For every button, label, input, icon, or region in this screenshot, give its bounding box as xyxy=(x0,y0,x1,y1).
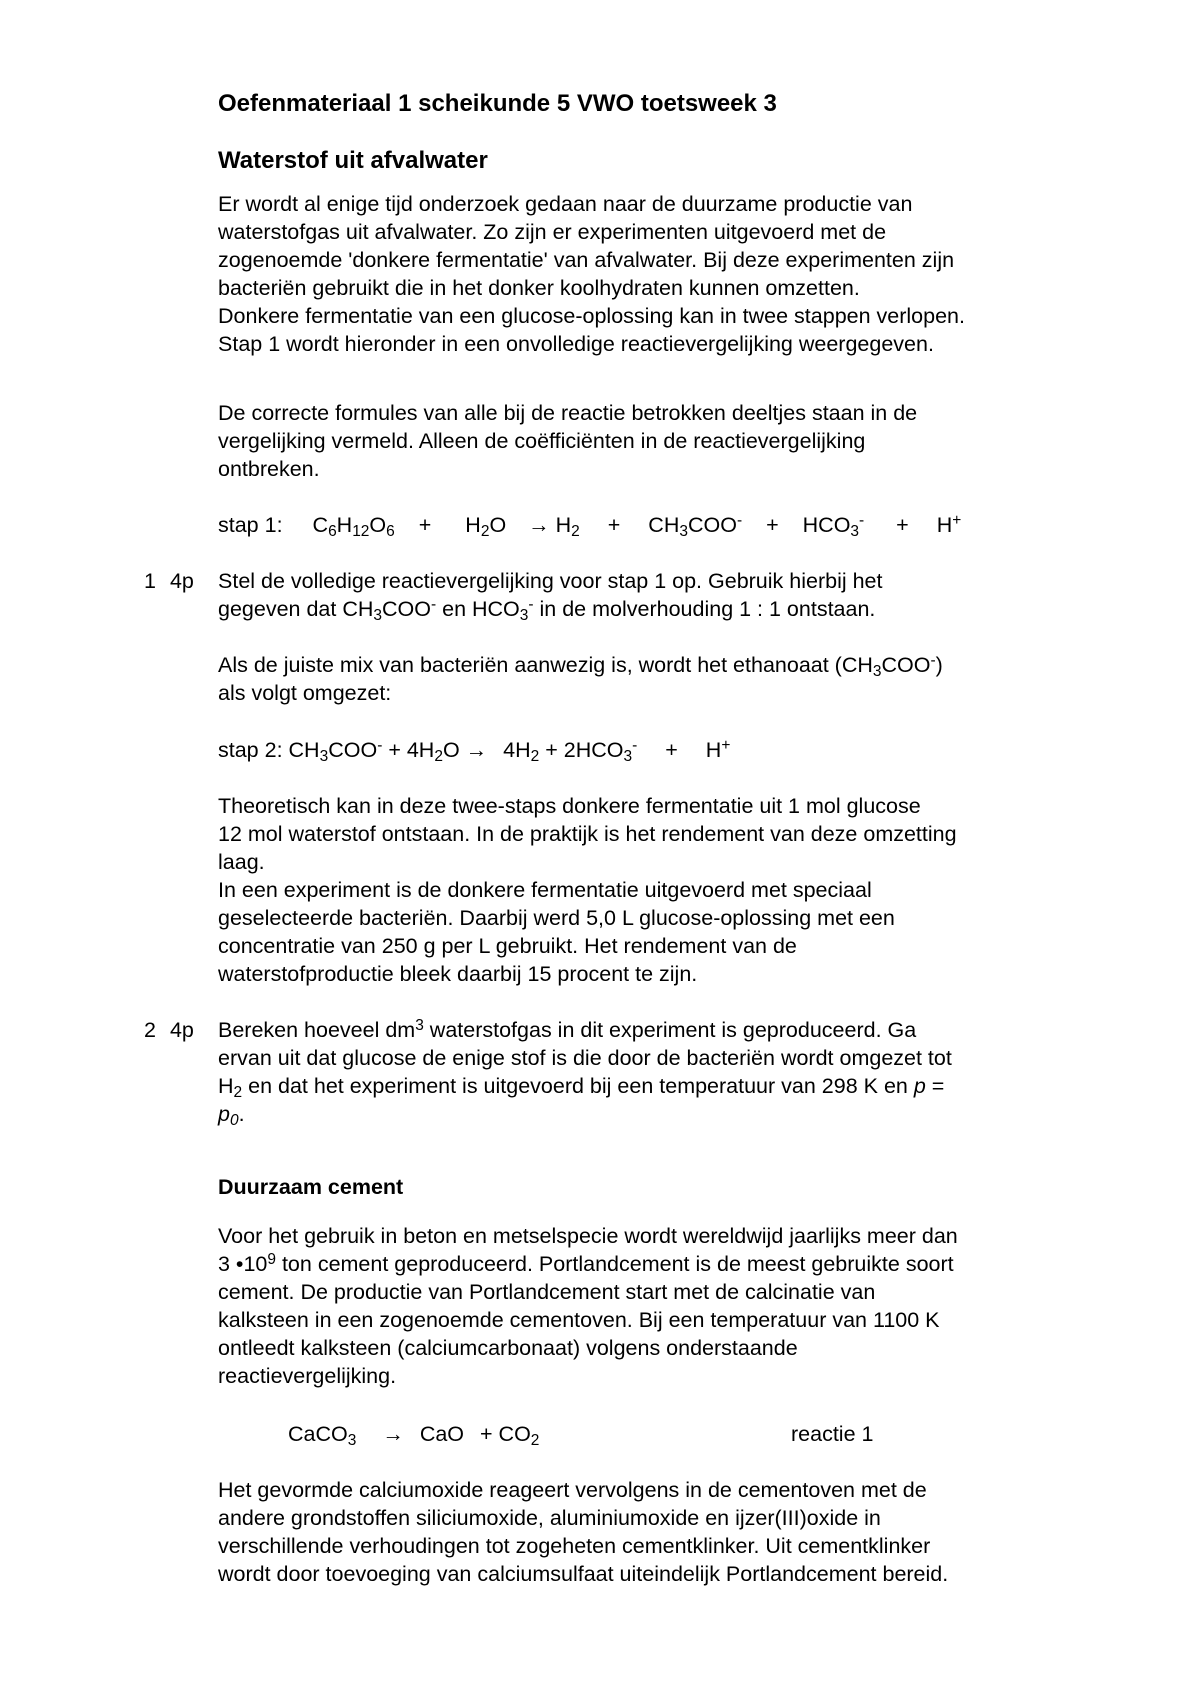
document-title: Oefenmateriaal 1 scheikunde 5 VWO toetsweek 3 xyxy=(218,90,777,117)
text-line: $p_0$. xyxy=(218,1102,245,1129)
text-line: concentratie van 250 g per L gebruikt. Het rendement van de xyxy=(218,934,797,958)
text-line: Voor het gebruik in beton en metselspecie wordt wereldwijd jaarlijks meer dan xyxy=(218,1224,958,1248)
text-line: ervan uit dat glucose de enige stof is die door de bacteriën wordt omgezet tot xyxy=(218,1046,952,1070)
question-points: 4p xyxy=(169,569,194,593)
text-line: Er wordt al enige tijd onderzoek gedaan naar de duurzame productie van xyxy=(218,192,913,216)
text-line: Donkere fermentatie van een glucose-oplossing kan in twee stappen verlopen. xyxy=(218,304,965,328)
text-line: De correcte formules van alle bij de reactie betrokken deeltjes staan in de xyxy=(218,401,918,425)
paragraph-formulas xyxy=(218,399,1118,483)
text-line: $H_2$ en dat het experiment is uitgevoerd bij een temperatuur van 298 K en p = xyxy=(218,1074,945,1101)
equation-label: stap 2: xyxy=(218,738,283,762)
paragraph-ethanoaat xyxy=(218,651,1118,707)
text-line: bacteriën gebruikt die in het donker koolhydraten kunnen omzetten. xyxy=(218,276,860,300)
text-line: reactievergelijking. xyxy=(218,1364,397,1388)
text-line: Stel de volledige reactievergelijking voor stap 1 op. Gebruik hierbij het xyxy=(218,569,883,593)
question-1-marker xyxy=(144,567,214,595)
text-line: geselecteerde bacteriën. Daarbij werd 5,0 L glucose-oplossing met een xyxy=(218,906,895,930)
text-line: laag. xyxy=(218,850,265,874)
text-line: Stap 1 wordt hieronder in een onvolledige reactievergelijking weergegeven. xyxy=(218,332,934,356)
question-1-text xyxy=(218,567,1118,623)
text-line: Bereken hoeveel $dm^3$ waterstofgas in dit experiment is geproduceerd. Ga xyxy=(218,1017,917,1042)
question-number: 1 xyxy=(144,569,156,593)
text-line: In een experiment is de donkere fermentatie uitgevoerd met speciaal xyxy=(218,878,872,902)
equation-step-2: stap 2: $CH_3COO^- + 4H_2O \to 4H_2 + 2HCO_3^- + H^+$ xyxy=(218,737,731,765)
text-line: waterstofgas uit afvalwater. Zo zijn er experimenten uitgevoerd met de xyxy=(218,220,887,244)
question-number: 2 xyxy=(144,1018,156,1042)
text-line: zogenoemde 'donkere fermentatie' van afvalwater. Bij deze experimenten zijn xyxy=(218,248,955,272)
text-line: verschillende verhoudingen tot zogeheten cementklinker. Uit cementklinker xyxy=(218,1534,931,1558)
equation-label: stap 1: xyxy=(218,513,283,537)
text-line: 12 mol waterstof ontstaan. In de praktijk is het rendement van deze omzetting xyxy=(218,822,957,846)
text-line: waterstofproductie bleek daarbij 15 procent te zijn. xyxy=(218,962,698,986)
section-heading-waterstof: Waterstof uit afvalwater xyxy=(218,147,488,174)
text-line: wordt door toevoeging van calciumsulfaat uiteindelijk Portlandcement bereid. xyxy=(218,1562,949,1586)
paragraph-cementklinker xyxy=(218,1476,1118,1588)
text-line: andere grondstoffen siliciumoxide, aluminiumoxide en ijzer(III)oxide in xyxy=(218,1506,881,1530)
paragraph-theoretisch xyxy=(218,792,1118,988)
text-line: cement. De productie van Portlandcement start met de calcinatie van xyxy=(218,1280,876,1304)
text-line: ontbreken. xyxy=(218,457,320,481)
question-2-text xyxy=(218,1016,1118,1128)
text-line: Als de juiste mix van bacteriën aanwezig is, wordt het ethanoaat $(CH_3COO^-)$ xyxy=(218,652,943,680)
question-points: 4p xyxy=(169,1018,194,1042)
equation-reactie-1: CaCO$_3$ → CaO + $CO_2$ xyxy=(288,1422,540,1449)
text-line: vergelijking vermeld. Alleen de coëfficiënten in de reactievergelijking xyxy=(218,429,866,453)
question-2-marker xyxy=(144,1016,214,1044)
text-line: als volgt omgezet: xyxy=(218,681,392,705)
reaction-label: reactie 1 xyxy=(791,1422,874,1446)
text-line: 3 $•10^9$ ton cement geproduceerd. Portlandcement is de meest gebruikte soort xyxy=(218,1251,954,1276)
equation-step-1: stap 1: $C_6H_{12}O_6 + H_2O \to H_2 + CH_3COO^- + HCO_3^- + H^+$ xyxy=(218,512,962,540)
paragraph-cement xyxy=(218,1222,1118,1390)
text-line: ontleedt kalksteen (calciumcarbonaat) volgens onderstaande xyxy=(218,1336,798,1360)
text-line: gegeven dat $CH_3COO^-$ en $HCO_3^-$ in de molverhouding 1 : 1 ontstaan. xyxy=(218,596,876,624)
text-line: kalksteen in een zogenoemde cementoven. Bij een temperatuur van 1100 K xyxy=(218,1308,940,1332)
paragraph-intro xyxy=(218,190,1118,358)
text-line: Theoretisch kan in deze twee-staps donkere fermentatie uit 1 mol glucose xyxy=(218,794,921,818)
text-line: Het gevormde calciumoxide reageert vervolgens in de cementoven met de xyxy=(218,1478,927,1502)
section-heading-cement: Duurzaam cement xyxy=(218,1175,404,1199)
